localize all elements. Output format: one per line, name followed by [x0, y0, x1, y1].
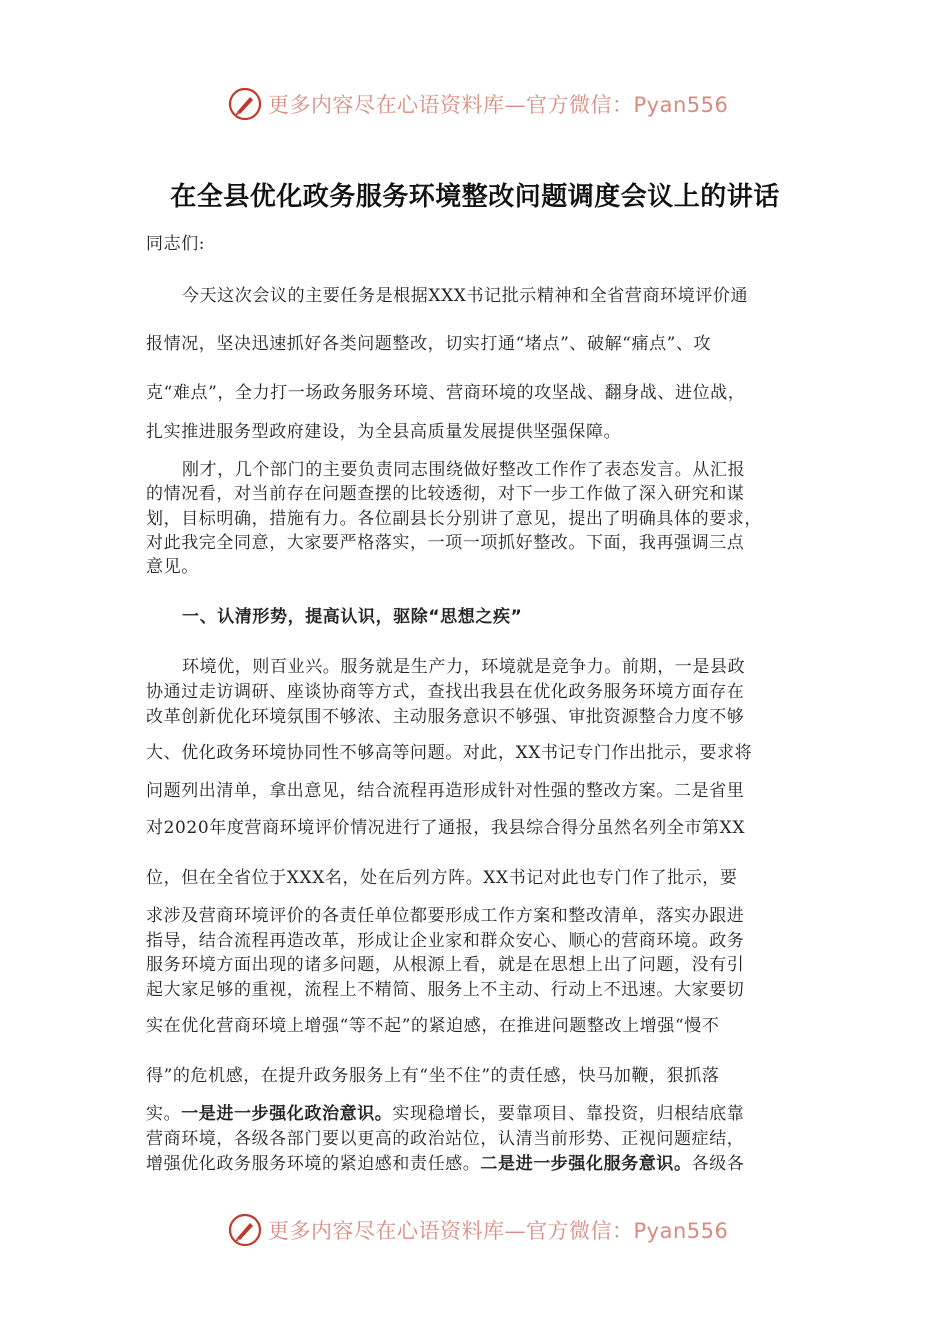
paragraph-line: 刚才，几个部门的主要负责同志围绕做好整改工作作了表态发言。从汇报	[182, 460, 746, 480]
paragraph-line: 实。一是进一步强化政治意识。实现稳增长，要靠项目、靠投资，归根结底靠	[146, 1104, 745, 1124]
header-banner	[228, 84, 748, 124]
paragraph-line: 实在优化营商环境上增强“等不起”的紧迫感，在推进问题整改上增强“慢不	[146, 1016, 720, 1036]
banner-text: 更多内容尽在心语资料库—官方微信：Pyan556	[268, 1219, 729, 1243]
salutation: 同志们:	[146, 234, 206, 254]
paragraph-line: 的情况看，对当前存在问题查摆的比较透彻，对下一步工作做了深入研究和谋	[146, 484, 745, 504]
paragraph-line: 求涉及营商环境评价的各责任单位都要形成工作方案和整改清单，落实办跟进	[146, 906, 745, 926]
pen-logo-icon	[228, 1213, 262, 1247]
paragraph-line: 意见。	[146, 557, 199, 577]
paragraph-line: 对此我完全同意，大家要严格落实，一项一项抓好整改。下面，我再强调三点	[146, 533, 745, 553]
paragraph-line: 对2020年度营商环境评价情况进行了通报，我县综合得分虽然名列全市第XX	[146, 818, 746, 838]
paragraph-line: 起大家足够的重视，流程上不精简、服务上不主动、行动上不迅速。大家要切	[146, 980, 745, 1000]
paragraph-line: 问题列出清单，拿出意见，结合流程再造形成针对性强的整改方案。二是省里	[146, 781, 745, 801]
footer-banner	[228, 1210, 748, 1250]
emphasis-text: 二是进一步强化服务意识。	[480, 1154, 692, 1174]
paragraph-line: 大、优化政务环境协同性不够高等问题。对此，XX书记专门作出批示，要求将	[146, 743, 753, 763]
paragraph-line: 划，目标明确，措施有力。各位副县长分别讲了意见，提出了明确具体的要求，	[146, 509, 762, 529]
paragraph-line: 协通过走访调研、座谈协商等方式，查找出我县在优化政务服务环境方面存在	[146, 682, 745, 702]
paragraph-line: 位，但在全省位于XXX名，处在后列方阵。XX书记对此也专门作了批示，要	[146, 868, 738, 888]
banner-text: 更多内容尽在心语资料库—官方微信：Pyan556	[268, 93, 729, 117]
paragraph-line: 环境优，则百业兴。服务就是生产力，环境就是竞争力。前期，一是县政	[182, 657, 746, 677]
paragraph-line: 服务环境方面出现的诸多问题，从根源上看，就是在思想上出了问题，没有引	[146, 955, 745, 975]
pen-logo-icon	[228, 87, 262, 121]
paragraph-line: 营商环境，各级各部门要以更高的政治站位，认清当前形势、正视问题症结，	[146, 1129, 745, 1149]
paragraph-line: 今天这次会议的主要任务是根据XXX书记批示精神和全省营商环境评价通	[182, 286, 749, 306]
paragraph-line: 改革创新优化环境氛围不够浓、主动服务意识不够强、审批资源整合力度不够	[146, 707, 745, 727]
paragraph-line: 得”的危机感，在提升政务服务上有“坐不住”的责任感，快马加鞭，狠抓落	[146, 1066, 720, 1086]
paragraph-line: 指导，结合流程再造改革，形成让企业家和群众安心、顺心的营商环境。政务	[146, 931, 745, 951]
document-title: 在全县优化政务服务环境整改问题调度会议上的讲话	[170, 182, 780, 212]
emphasis-text: 一是进一步强化政治意识。	[181, 1104, 393, 1124]
paragraph-line: 报情况，坚决迅速抓好各类问题整改，切实打通“堵点”、破解“痛点”、攻	[146, 334, 712, 354]
section-heading: 一、认清形势，提高认识，驱除“思想之疾”	[182, 607, 523, 627]
paragraph-line: 扎实推进服务型政府建设，为全县高质量发展提供坚强保障。	[146, 422, 622, 442]
paragraph-line: 克“难点”，全力打一场政务服务环境、营商环境的攻坚战、翻身战、进位战，	[146, 383, 746, 403]
paragraph-line: 增强优化政务服务环境的紧迫感和责任感。二是进一步强化服务意识。各级各	[146, 1154, 745, 1174]
